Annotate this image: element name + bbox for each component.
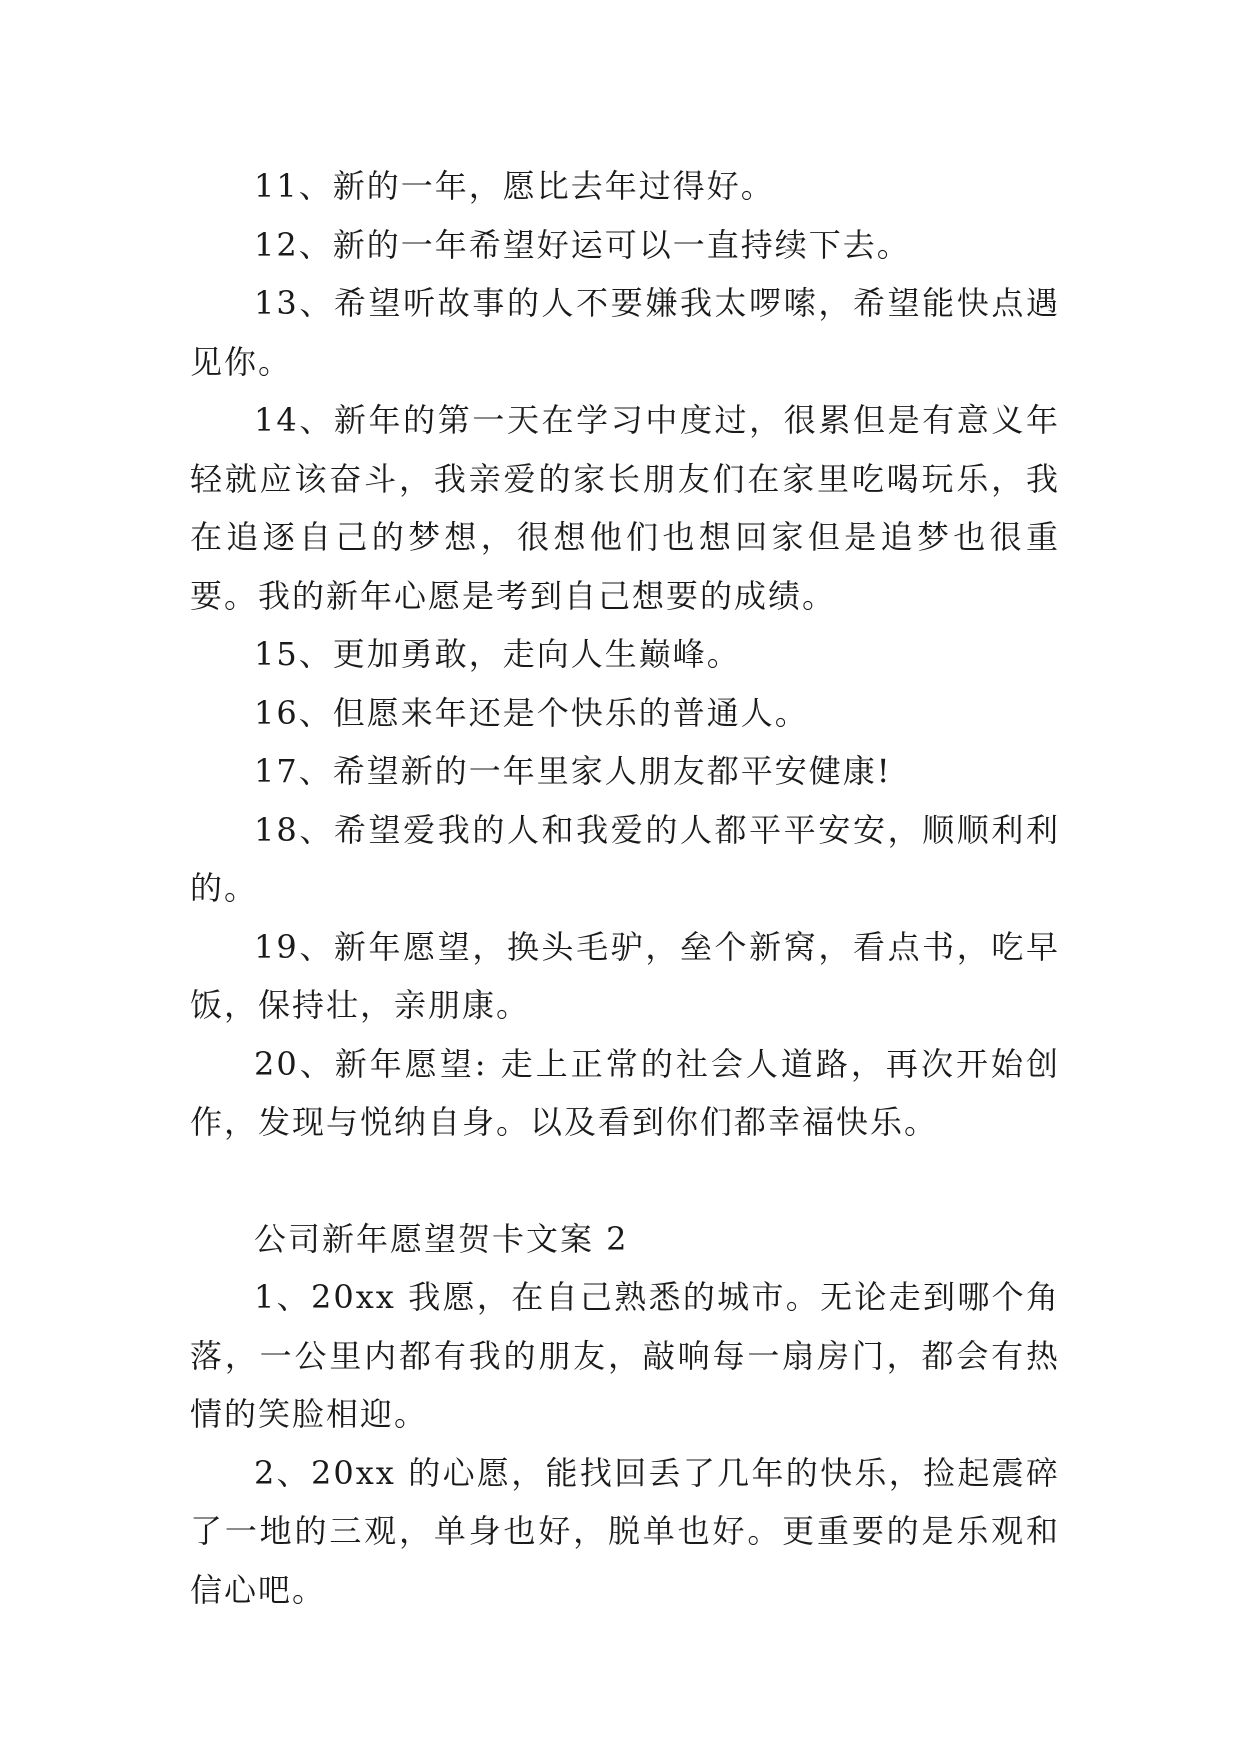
section-heading: 公司新年愿望贺卡文案 2: [254, 1219, 629, 1258]
paragraph-13: 13、希望听故事的人不要嫌我太啰嗦，希望能快点遇见你。: [190, 284, 1060, 381]
paragraph-12: 12、新的一年希望好运可以一直持续下去。: [254, 225, 911, 264]
paragraph-20: 20、新年愿望: 走上正常的社会人道路，再次开始创作，发现与悦纳自身。以及看到你们都幸福快乐。: [190, 1044, 1060, 1141]
paragraph-19: 19、新年愿望，换头毛驴，垒个新窝，看点书，吃早饭，保持壮，亲朋康。: [190, 927, 1060, 1024]
paragraph-17: 17、希望新的一年里家人朋友都平安健康!: [254, 752, 892, 790]
paragraph-18: 18、希望爱我的人和我爱的人都平平安安，顺顺利利的。: [190, 810, 1060, 907]
paragraph-16: 16、但愿来年还是个快乐的普通人。: [254, 693, 809, 732]
paragraph-15: 15、更加勇敢，走向人生巅峰。: [254, 635, 741, 673]
section-spacer: [190, 1152, 1060, 1210]
paragraph-11: 11、新的一年，愿比去年过得好。: [254, 167, 775, 205]
paragraph-14: 14、新年的第一天在学习中度过，很累但是有意义年轻就应该奋斗，我亲爱的家长朋友们在家里吃喝玩乐，我在追逐自己的梦想，很想他们也想回家但是追梦也很重要。我的新年心愿是考到自己想要的成绩。: [190, 401, 1060, 615]
document-body: [190, 157, 1060, 1619]
paragraph-2-2: 2、20xx 的心愿，能找回丢了几年的快乐，捡起震碎了一地的三观，单身也好，脱单也好。更重要的是乐观和信心吧。: [190, 1453, 1060, 1609]
paragraph-2-1: 1、20xx 我愿，在自己熟悉的城市。无论走到哪个角落，一公里内都有我的朋友，敲响每一扇房门，都会有热情的笑脸相迎。: [190, 1278, 1060, 1433]
